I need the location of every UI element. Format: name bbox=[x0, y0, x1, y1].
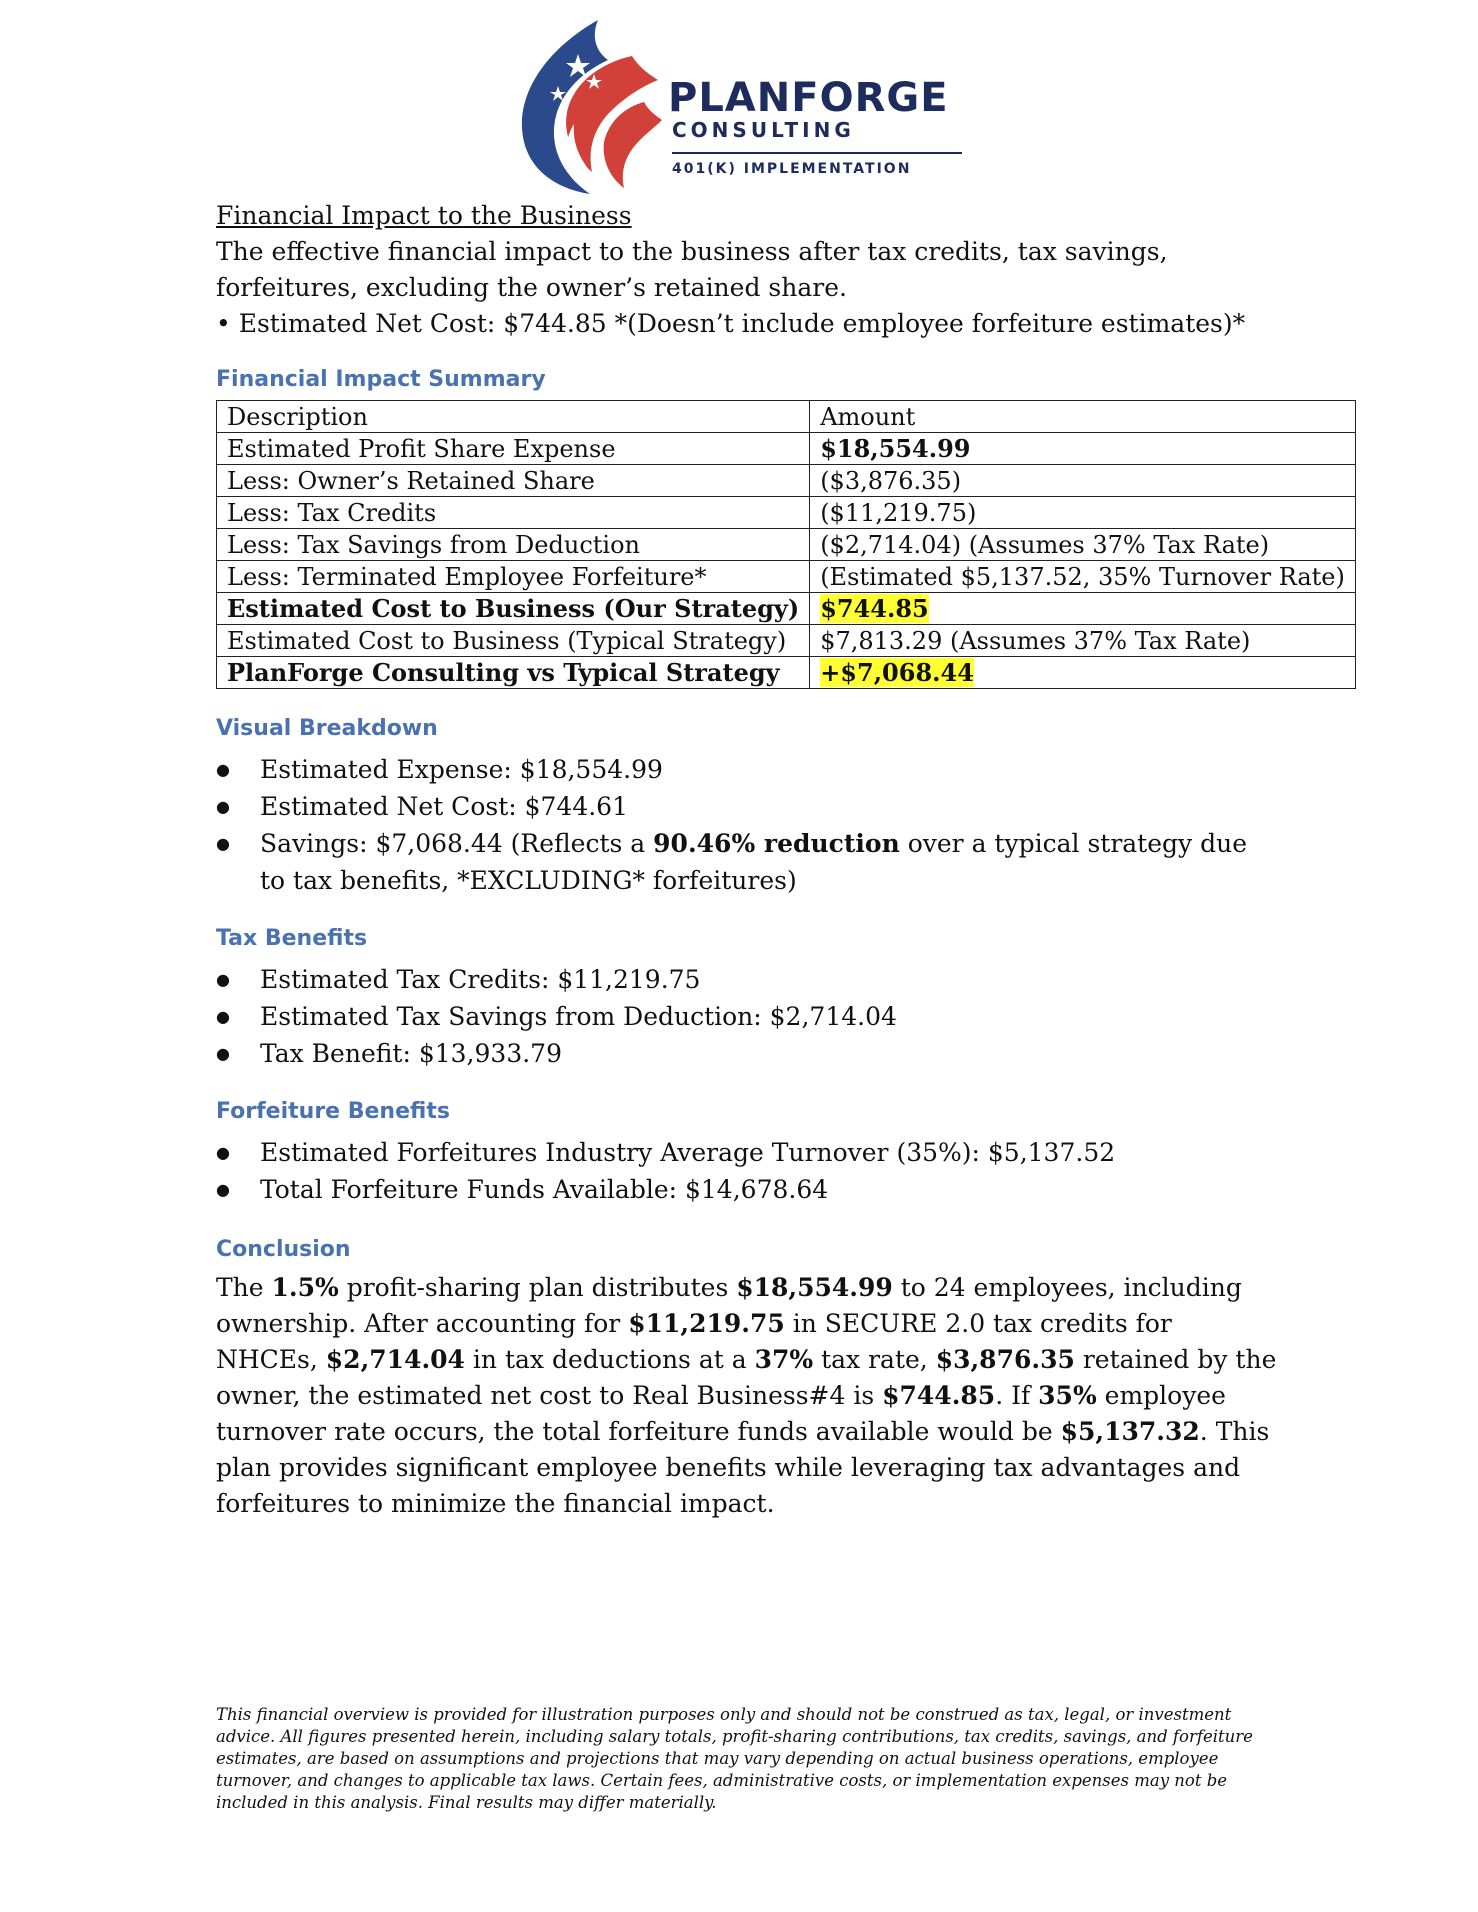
list-item bbox=[216, 825, 1280, 899]
intro-paragraph: The effective financial impact to the business after tax credits, tax savings, forfeitures, excluding the owner’s retained share. bbox=[216, 237, 1168, 302]
row-description: Less: Owner’s Retained Share bbox=[217, 465, 810, 497]
conclusion-paragraph bbox=[216, 1270, 1280, 1522]
conclusion-bold-value: $5,137.32 bbox=[1060, 1417, 1200, 1446]
conclusion-text: profit-sharing plan distributes bbox=[338, 1273, 737, 1302]
savings-text-start: Savings: $7,068.44 (Reflects a bbox=[260, 829, 654, 858]
visual-breakdown-heading: Visual Breakdown bbox=[216, 716, 438, 741]
table-row bbox=[217, 657, 1356, 689]
list-item: ● Estimated Tax Credits: $11,219.75 bbox=[216, 961, 1280, 998]
conclusion-text: . This plan provides significant employee benefits while leveraging tax advantages and forfeitures to minimize the financial impact. bbox=[216, 1417, 1270, 1518]
flag-flame-emblem-icon bbox=[512, 16, 662, 196]
planforge-logo bbox=[512, 16, 1012, 196]
conclusion-bold-value: $18,554.99 bbox=[736, 1273, 893, 1302]
conclusion-text: employee turnover rate occurs, the total forfeiture funds available would be bbox=[216, 1381, 1226, 1446]
table-row bbox=[217, 465, 1356, 497]
conclusion-text: to 24 employees, including ownership. After accounting for bbox=[216, 1273, 1242, 1338]
row-amount: (Estimated $5,137.52, 35% Turnover Rate) bbox=[810, 561, 1356, 593]
row-description: Less: Terminated Employee Forfeiture* bbox=[217, 561, 810, 593]
financial-summary-table bbox=[216, 400, 1356, 689]
summary-heading: Financial Impact Summary bbox=[216, 367, 546, 392]
logo-wordmark: PLANFORGE bbox=[668, 75, 949, 121]
savings-reduction: 90.46% reduction bbox=[653, 829, 900, 858]
conclusion-text: in tax deductions at a bbox=[464, 1345, 755, 1374]
conclusion-bold-value: $2,714.04 bbox=[325, 1345, 465, 1374]
logo-divider bbox=[672, 152, 962, 154]
conclusion-text: . If bbox=[995, 1381, 1039, 1410]
visual-breakdown-list bbox=[216, 751, 1280, 899]
savings-text-end: over a typical strategy due to tax benefits, *EXCLUDING* forfeitures) bbox=[260, 829, 1247, 895]
conclusion-bold-value: $3,876.35 bbox=[935, 1345, 1075, 1374]
row-amount: ($11,219.75) bbox=[810, 497, 1356, 529]
table-row bbox=[217, 433, 1356, 465]
row-description: Estimated Profit Share Expense bbox=[217, 433, 810, 465]
row-description: Estimated Cost to Business (Typical Strategy) bbox=[217, 625, 810, 657]
logo-tagline: 401(K) IMPLEMENTATION bbox=[672, 161, 912, 177]
list-item: ● Estimated Tax Savings from Deduction: $2,714.04 bbox=[216, 998, 1280, 1035]
row-description: PlanForge Consulting vs Typical Strategy bbox=[217, 657, 810, 689]
table-row bbox=[217, 497, 1356, 529]
table-row bbox=[217, 529, 1356, 561]
list-item: ● Estimated Expense: $18,554.99 bbox=[216, 751, 1280, 788]
header-amount: Amount bbox=[810, 401, 1356, 433]
list-item: ● Estimated Net Cost: $744.61 bbox=[216, 788, 1280, 825]
highlighted-amount: $744.85 bbox=[820, 593, 929, 623]
list-item: ● Estimated Forfeitures Industry Average Turnover (35%): $5,137.52 bbox=[216, 1134, 1280, 1171]
row-amount: $7,813.29 (Assumes 37% Tax Rate) bbox=[810, 625, 1356, 657]
row-amount bbox=[810, 657, 1356, 689]
conclusion-bold-value: 35% bbox=[1038, 1381, 1097, 1410]
row-amount: ($2,714.04) (Assumes 37% Tax Rate) bbox=[810, 529, 1356, 561]
tax-benefits-list bbox=[216, 961, 1280, 1072]
list-item: ● Total Forfeiture Funds Available: $14,678.64 bbox=[216, 1171, 1280, 1208]
conclusion-bold-value: 37% bbox=[754, 1345, 814, 1374]
logo-subtitle: CONSULTING bbox=[672, 118, 855, 142]
conclusion-text: in SECURE 2.0 tax credits for NHCEs, bbox=[216, 1309, 1172, 1374]
conclusion-text: The bbox=[216, 1273, 272, 1302]
conclusion-text: retained by the owner, the estimated net cost to Real Business#4 is bbox=[216, 1345, 1277, 1410]
table-row bbox=[217, 625, 1356, 657]
conclusion-heading: Conclusion bbox=[216, 1237, 351, 1262]
list-item: ● Tax Benefit: $13,933.79 bbox=[216, 1035, 1280, 1072]
forfeiture-benefits-heading: Forfeiture Benefits bbox=[216, 1099, 450, 1124]
row-description: Less: Tax Savings from Deduction bbox=[217, 529, 810, 561]
tax-benefits-heading: Tax Benefits bbox=[216, 926, 368, 951]
row-description: Estimated Cost to Business (Our Strategy) bbox=[217, 593, 810, 625]
table-row bbox=[217, 561, 1356, 593]
net-cost-line: • Estimated Net Cost: $744.85 *(Doesn’t include employee forfeiture estimates)* bbox=[216, 309, 1246, 338]
page-title: Financial Impact to the Business bbox=[216, 201, 632, 230]
header-description: Description bbox=[217, 401, 810, 433]
forfeiture-benefits-list bbox=[216, 1134, 1280, 1208]
row-amount: ($3,876.35) bbox=[810, 465, 1356, 497]
table-row bbox=[217, 593, 1356, 625]
conclusion-bold-value: $11,219.75 bbox=[628, 1309, 785, 1338]
disclaimer-text: This financial overview is provided for illustration purposes only and should not be construed as tax, legal, or investment advice. All figures presented herein, including salary totals, profit-sharing contributions, tax credits, savings, and forfeiture estimates, are based on assumptions and projections that may vary depending on actual business operations, employee turnover, and changes to applicable tax laws. Certain fees, administrative costs, or implementation expenses may not be included in this analysis. Final results may differ materially. bbox=[216, 1705, 1253, 1812]
conclusion-text: tax rate, bbox=[813, 1345, 936, 1374]
main-content bbox=[216, 198, 1345, 1522]
highlighted-amount: +$7,068.44 bbox=[820, 657, 974, 687]
table-header-row bbox=[217, 401, 1356, 433]
row-amount: $18,554.99 bbox=[810, 433, 1356, 465]
row-amount bbox=[810, 593, 1356, 625]
row-description: Less: Tax Credits bbox=[217, 497, 810, 529]
conclusion-bold-value: $744.85 bbox=[882, 1381, 996, 1410]
conclusion-bold-value: 1.5% bbox=[271, 1273, 339, 1302]
